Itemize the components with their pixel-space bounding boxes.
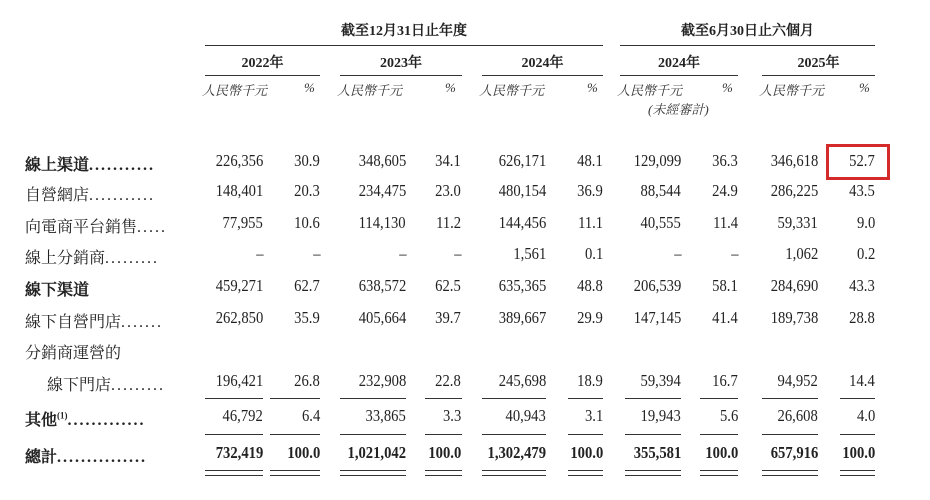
row-label-text: 其他 [25,412,58,429]
percent-cell: 36.3 [712,151,738,170]
amount-cell: 26,608 [777,406,818,425]
underline [482,434,546,435]
divider [340,75,462,76]
percent-cell: 11.1 [577,213,603,232]
amount-cell: 635,365 [498,276,546,295]
percent-cell: 34.1 [435,151,461,170]
underline [205,470,263,471]
group-header-half-year: 截至6月30日止六個月 [681,24,814,39]
percent-cell: 28.8 [849,308,875,327]
row-label [25,245,159,268]
amount-cell: 144,456 [498,213,546,232]
amount-cell: 232,908 [358,371,406,390]
row-label-text: 線下自營門店 [25,314,122,331]
percent-cell: 58.1 [712,276,738,295]
double-underline [482,475,546,476]
underline [568,398,603,399]
unit-amount: 人民幣千元 [759,83,825,98]
double-underline [568,475,603,476]
percent-cell: 10.6 [294,213,320,232]
percent-cell: 100.0 [287,443,320,462]
row-label [25,277,89,300]
amount-cell: 147,145 [633,308,681,327]
percent-cell: 29.9 [577,308,603,327]
underline [762,434,818,435]
amount-cell: 1,302,479 [487,443,546,462]
leader-dots: ..... [137,219,168,236]
unit-amount: 人民幣千元 [202,83,268,98]
row-label-text: 自營網店 [25,187,90,204]
row-label-text: 總計 [25,449,58,466]
underline [700,470,738,471]
percent-cell: 3.3 [442,406,461,425]
percent-cell: 100.0 [705,443,738,462]
divider [482,75,603,76]
divider [620,45,875,46]
amount-cell: 459,271 [215,276,263,295]
row-label-text: 線上渠道 [25,157,90,174]
underline [625,470,681,471]
row-label [25,444,147,467]
period-header: 2023年 [380,56,422,71]
amount-cell: 59,331 [777,213,818,232]
amount-cell: 1,021,042 [347,443,406,462]
underline [700,434,738,435]
percent-cell: 20.3 [294,181,320,200]
amount-cell: 346,618 [770,151,818,170]
divider [620,75,738,76]
percent-cell: 22.8 [435,371,461,390]
percent-cell: 6.4 [301,406,320,425]
amount-cell: 1,561 [513,244,546,263]
percent-cell: 4.0 [856,406,875,425]
amount-cell: 626,171 [498,151,546,170]
underline [840,434,875,435]
percent-cell: 3.1 [584,406,603,425]
leader-dots: ......... [105,250,160,267]
amount-cell: 196,421 [215,371,263,390]
row-label-text: 線下渠道 [25,282,90,299]
percent-cell: 48.1 [577,151,603,170]
amount-cell: 148,401 [215,181,263,200]
row-label [25,309,163,332]
underline [270,398,320,399]
period-header: 2025年 [797,56,840,71]
amount-cell: 657,916 [770,443,818,462]
leader-dots: ....... [121,314,164,331]
underline [840,398,875,399]
underline [425,434,462,435]
percent-cell: 9.0 [856,213,875,232]
underline [270,470,320,471]
underline [840,470,875,471]
amount-cell: 206,539 [633,276,681,295]
row-label-text: 向電商平台銷售 [25,219,138,236]
percent-cell: – [453,244,461,263]
percent-cell: 11.2 [435,213,461,232]
row-label [25,182,155,205]
double-underline [625,475,681,476]
underline [425,470,462,471]
amount-cell: 405,664 [358,308,406,327]
percent-cell: 23.0 [435,181,461,200]
percent-cell: 0.2 [856,244,875,263]
row-label [25,152,155,175]
percent-cell: 24.9 [712,181,738,200]
double-underline [762,475,818,476]
double-underline [425,475,462,476]
underline [482,398,546,399]
row-label-text: 線上分銷商 [25,250,106,267]
underline [340,434,406,435]
amount-cell: 1,062 [785,244,818,263]
amount-cell: 732,419 [215,443,263,462]
divider [205,45,603,46]
underline [762,470,818,471]
divider [205,75,320,76]
unit-percent: % [304,80,315,95]
leader-dots: ........... [89,187,156,204]
leader-dots: ........... [89,157,156,174]
underline [270,434,320,435]
amount-cell: 389,667 [498,308,546,327]
percent-cell: 36.9 [577,181,603,200]
percent-cell: 41.4 [712,308,738,327]
unit-percent: % [722,80,733,95]
percent-cell: 48.8 [577,276,603,295]
underline [625,398,681,399]
percent-cell: 52.7 [849,151,875,170]
amount-cell: 245,698 [498,371,546,390]
period-header: 2022年 [241,56,284,71]
amount-cell: 94,952 [777,371,818,390]
unit-percent: % [587,80,598,95]
row-label [25,340,121,363]
percent-cell: 5.6 [719,406,738,425]
amount-cell: 19,943 [640,406,681,425]
unit-percent: % [445,80,456,95]
percent-cell: 0.1 [584,244,603,263]
amount-cell: 88,544 [640,181,681,200]
amount-cell: 114,130 [359,213,406,232]
percent-cell: 100.0 [428,443,461,462]
percent-cell: 43.3 [849,276,875,295]
percent-cell: 62.7 [294,276,320,295]
amount-cell: 348,605 [358,151,406,170]
leader-dots: ............... [57,449,148,466]
underline [762,398,818,399]
percent-cell: 100.0 [570,443,603,462]
amount-cell: 129,099 [633,151,681,170]
amount-cell: 355,581 [633,443,681,462]
unit-amount: 人民幣千元 [479,83,545,98]
period-header: 2024年 [521,56,564,71]
double-underline [340,475,406,476]
leader-dots: ......... [111,377,166,394]
percent-cell: 14.4 [849,371,875,390]
underline [340,470,406,471]
percent-cell: – [730,244,738,263]
row-label-text: 分銷商運營的 [25,345,122,362]
percent-cell: 35.9 [294,308,320,327]
unaudited-note: (未經審計) [648,102,709,117]
percent-cell: 30.9 [294,151,320,170]
percent-cell: 39.7 [435,308,461,327]
underline [425,398,462,399]
percent-cell: 16.7 [712,371,738,390]
amount-cell: 262,850 [215,308,263,327]
highlight-box [826,144,890,180]
amount-cell: – [398,244,406,263]
amount-cell: 189,738 [770,308,818,327]
underline [482,470,546,471]
amount-cell: 33,865 [365,406,406,425]
amount-cell: – [255,244,263,263]
percent-cell: 100.0 [842,443,875,462]
double-underline [840,475,875,476]
amount-cell: 40,555 [640,213,681,232]
percent-cell: 18.9 [577,371,603,390]
amount-cell: 40,943 [505,406,546,425]
amount-cell: 286,225 [770,181,818,200]
unit-amount: 人民幣千元 [337,83,403,98]
unit-amount: 人民幣千元 [617,83,683,98]
underline [568,434,603,435]
percent-cell: 62.5 [435,276,461,295]
period-header: 2024年 [658,56,700,71]
percent-cell: 26.8 [294,371,320,390]
amount-cell: 59,394 [640,371,681,390]
percent-cell: 11.4 [712,213,738,232]
underline [625,434,681,435]
row-label [25,214,167,237]
row-label [25,407,146,430]
underline [205,434,263,435]
amount-cell: 77,955 [222,213,263,232]
amount-cell: 46,792 [222,406,263,425]
leader-dots: ............. [67,412,146,429]
amount-cell: 638,572 [358,276,406,295]
footnote-marker: (1) [57,410,68,421]
underline [568,470,603,471]
underline [205,398,263,399]
unit-percent: % [859,80,870,95]
amount-cell: – [673,244,681,263]
underline [340,398,406,399]
row-label-text: 線下門店 [47,377,112,394]
underline [700,398,738,399]
row-label [47,372,165,395]
double-underline [270,475,320,476]
double-underline [700,475,738,476]
amount-cell: 226,356 [215,151,263,170]
group-header-year: 截至12月31日止年度 [341,24,467,39]
amount-cell: 480,154 [498,181,546,200]
divider [762,75,875,76]
double-underline [205,475,263,476]
percent-cell: – [312,244,320,263]
amount-cell: 234,475 [358,181,406,200]
amount-cell: 284,690 [770,276,818,295]
percent-cell: 43.5 [849,181,875,200]
